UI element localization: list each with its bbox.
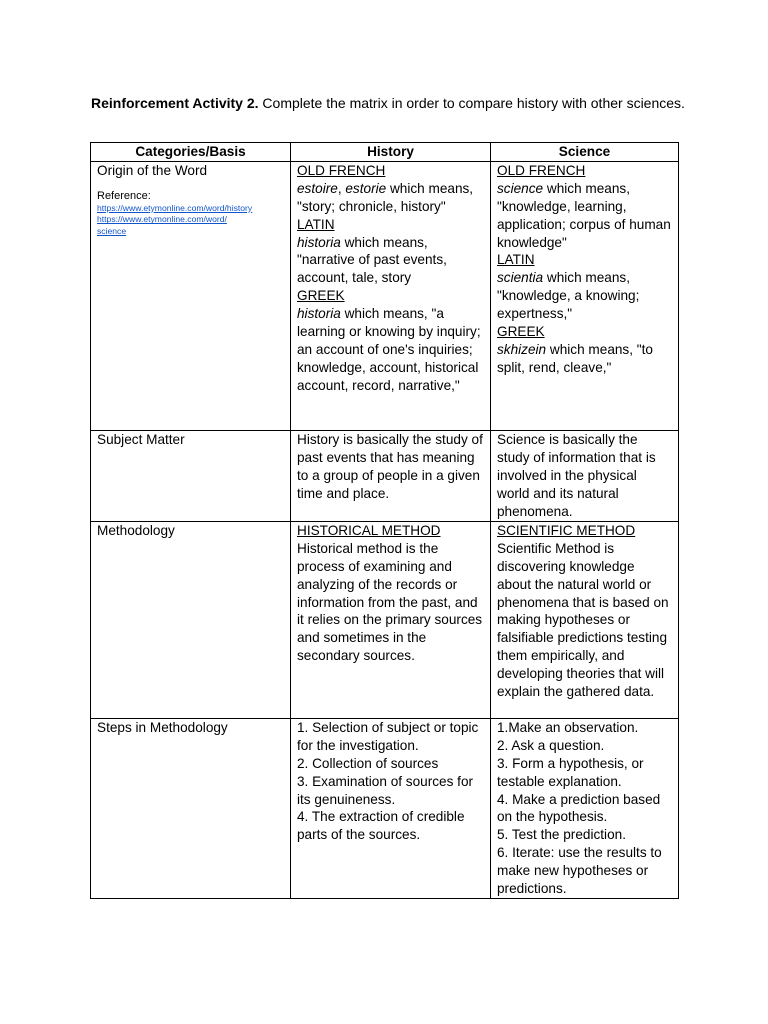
reference-link-history[interactable]: https://www.etymonline.com/word/history bbox=[97, 202, 253, 213]
science-lang-latin: LATIN bbox=[497, 252, 535, 268]
header-history: History bbox=[291, 143, 491, 162]
activity-instructions: Complete the matrix in order to compare history with other sciences. bbox=[258, 95, 685, 111]
row-subject-matter bbox=[91, 430, 679, 521]
science-step: 3. Form a hypothesis, or testable explanation. bbox=[497, 755, 644, 789]
origin-label: Origin of the Word bbox=[97, 162, 208, 178]
header-categories: Categories/Basis bbox=[91, 143, 291, 162]
header-science: Science bbox=[491, 143, 679, 162]
science-lang-greek: GREEK bbox=[497, 324, 545, 340]
activity-heading bbox=[91, 94, 691, 112]
activity-title: Reinforcement Activity 2. bbox=[91, 95, 259, 111]
cell-methodology-history bbox=[291, 521, 491, 718]
history-old-french-text: estoire, estorie which means, "story; chronicle, history" bbox=[297, 180, 474, 214]
historical-method-title: HISTORICAL METHOD bbox=[297, 522, 441, 538]
science-step: 6. Iterate: use the results to make new hypotheses or predictions. bbox=[497, 845, 662, 897]
history-lang-latin: LATIN bbox=[297, 216, 335, 232]
comparison-matrix bbox=[90, 142, 679, 899]
subject-label: Subject Matter bbox=[91, 430, 291, 521]
science-step: 2. Ask a question. bbox=[497, 737, 605, 753]
cell-methodology-science bbox=[491, 521, 679, 718]
row-methodology bbox=[91, 521, 679, 718]
scientific-method-title: SCIENTIFIC METHOD bbox=[497, 522, 636, 538]
science-lang-old-french: OLD FRENCH bbox=[497, 162, 586, 178]
history-lang-old-french: OLD FRENCH bbox=[297, 162, 386, 178]
science-step: 1.Make an observation. bbox=[497, 719, 639, 735]
science-old-french-text: science which means, "knowledge, learning, application; corpus of human knowledge" bbox=[497, 180, 671, 250]
methodology-label: Methodology bbox=[91, 521, 291, 718]
row-steps-in-methodology bbox=[91, 718, 679, 898]
row-origin-of-word bbox=[91, 161, 679, 430]
cell-origin-history bbox=[291, 161, 491, 430]
history-greek-text: historia which means, "a learning or knowing by inquiry; an account of one's inquiries; knowledge, account, historical account, record, narrative," bbox=[297, 306, 481, 393]
cell-steps-science bbox=[491, 718, 679, 898]
history-lang-greek: GREEK bbox=[297, 288, 345, 304]
science-greek-text: skhizein which means, "to split, rend, cleave," bbox=[497, 341, 653, 375]
history-step: 2. Collection of sources bbox=[297, 755, 439, 771]
header-row bbox=[91, 143, 679, 162]
cell-steps-history bbox=[291, 718, 491, 898]
cell-origin-science bbox=[491, 161, 679, 430]
reference-link-science[interactable]: https://www.etymonline.com/word/ science bbox=[97, 214, 227, 236]
steps-label: Steps in Methodology bbox=[91, 718, 291, 898]
history-step: 1. Selection of subject or topic for the investigation. bbox=[297, 719, 479, 753]
science-step: 5. Test the prediction. bbox=[497, 827, 626, 843]
history-step: 4. The extraction of credible parts of the sources. bbox=[297, 809, 465, 843]
scientific-method-text: Scientific Method is discovering knowledge about the natural world or phenomena that is based on making hypotheses or falsifiable predictions testing them empirically, and developing theories that will explain the gathered data. bbox=[497, 540, 669, 700]
reference-label: Reference: bbox=[97, 189, 151, 202]
science-step: 4. Make a prediction based on the hypothesis. bbox=[497, 791, 661, 825]
science-latin-text: scientia which means, "knowledge, a knowing; expertness," bbox=[497, 270, 640, 322]
cell-origin-label bbox=[91, 161, 291, 430]
history-latin-text: historia which means, "narrative of past events, account, tale, story bbox=[297, 234, 447, 286]
subject-history: History is basically the study of past events that has meaning to a group of people in a given time and place. bbox=[291, 430, 491, 521]
subject-science: Science is basically the study of information that is involved in the physical world and its natural phenomena. bbox=[491, 430, 679, 521]
historical-method-text: Historical method is the process of examining and analyzing of the records or information from the past, and it relies on the primary sources and sometimes in the secondary sources. bbox=[297, 540, 483, 664]
history-step: 3. Examination of sources for its genuineness. bbox=[297, 773, 474, 807]
